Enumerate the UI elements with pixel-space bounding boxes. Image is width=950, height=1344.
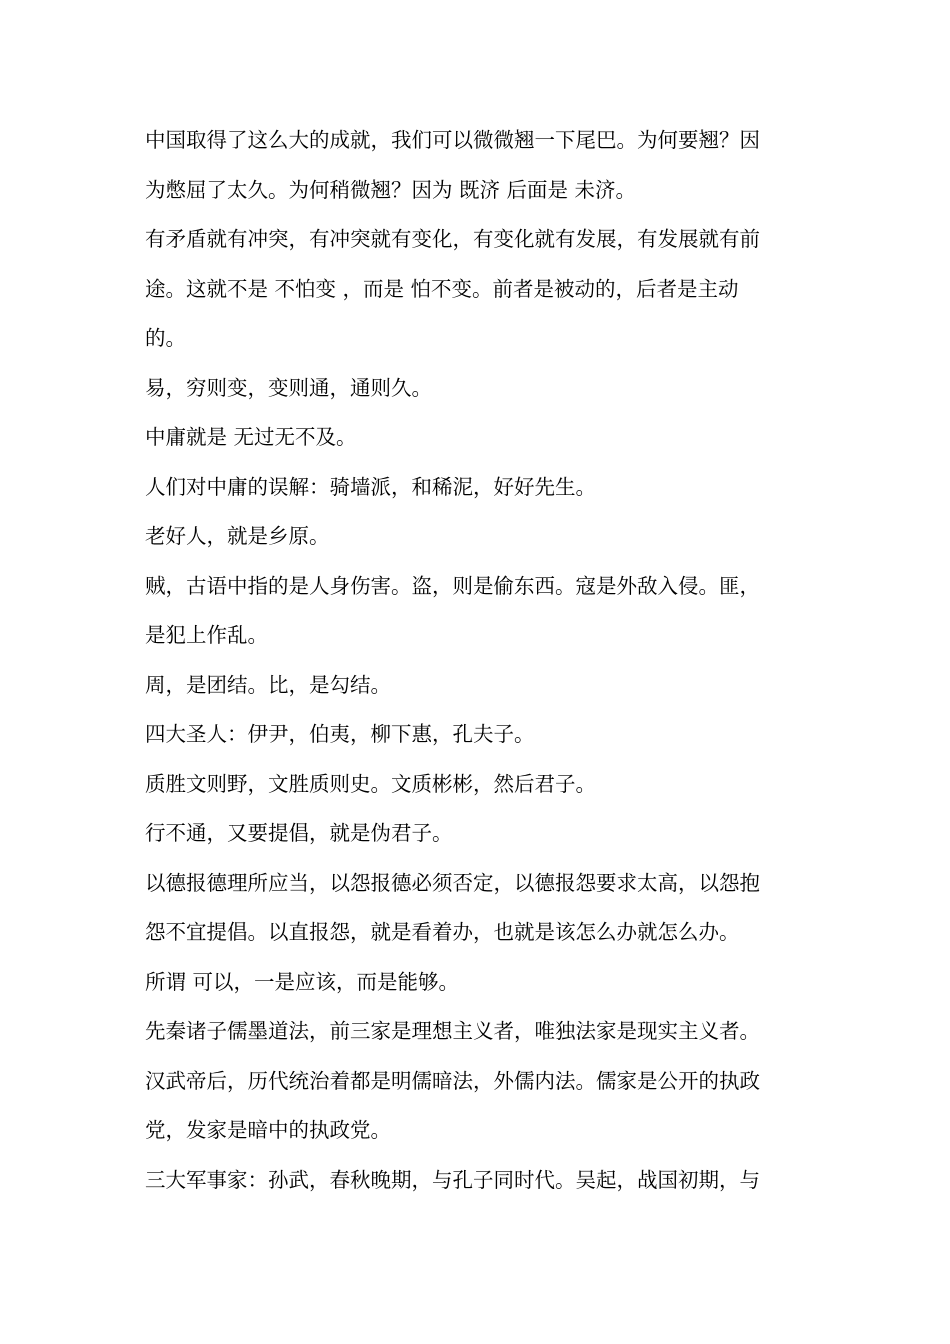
text-line: 中庸就是 无过无不及。 bbox=[145, 425, 357, 449]
text-line: 老好人，就是乡原。 bbox=[145, 524, 330, 548]
document-body bbox=[145, 116, 815, 1205]
text-line: 党，发家是暗中的执政党。 bbox=[145, 1118, 391, 1142]
text-line: 途。这就不是 不怕变 ，而是 怕不变。前者是被动的，后者是主动 bbox=[145, 276, 739, 301]
text-line: 行不通，又要提倡，就是伪君子。 bbox=[145, 821, 453, 845]
text-line: 人们对中庸的误解：骑墙派，和稀泥，好好先生。 bbox=[145, 474, 596, 499]
text-line: 贼，古语中指的是人身伤害。盗，则是偷东西。寇是外敌入侵。匪， bbox=[145, 573, 760, 598]
text-line: 三大军事家：孙武，春秋晚期，与孔子同时代。吴起，战国初期，与 bbox=[145, 1167, 760, 1192]
text-line: 先秦诸子儒墨道法，前三家是理想主义者，唯独法家是现实主义者。 bbox=[145, 1019, 760, 1043]
text-line: 中国取得了这么大的成就，我们可以微微翘一下尾巴。为何要翘？因 bbox=[145, 128, 760, 152]
text-line: 质胜文则野，文胜质则史。文质彬彬，然后君子。 bbox=[145, 771, 596, 796]
text-line: 汉武帝后，历代统治着都是明儒暗法，外儒内法。儒家是公开的执政 bbox=[145, 1068, 760, 1093]
text-line: 为憋屈了太久。为何稍微翘？因为 既济 后面是 未济。 bbox=[145, 177, 637, 202]
text-line: 怨不宜提倡。以直报怨，就是看着办，也就是该怎么办就怎么办。 bbox=[145, 920, 740, 944]
text-line: 以德报德理所应当，以怨报德必须否定，以德报怨要求太高，以怨抱 bbox=[145, 870, 760, 895]
text-line: 易，穷则变，变则通，通则久。 bbox=[145, 375, 432, 400]
text-line: 四大圣人：伊尹，伯夷，柳下惠，孔夫子。 bbox=[145, 722, 535, 746]
text-line: 的。 bbox=[145, 326, 186, 350]
text-line: 周，是团结。比，是勾结。 bbox=[145, 672, 391, 697]
text-line: 所谓 可以，一是应该，而是能够。 bbox=[145, 969, 460, 994]
text-line: 是犯上作乱。 bbox=[145, 623, 268, 647]
text-line: 有矛盾就有冲突，有冲突就有变化，有变化就有发展，有发展就有前 bbox=[145, 227, 760, 251]
